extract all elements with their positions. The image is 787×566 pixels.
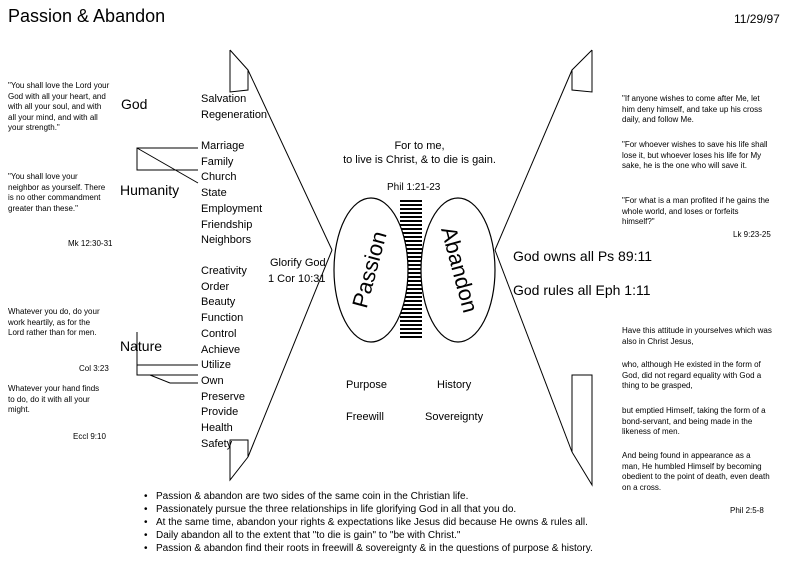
label-god: God	[121, 96, 148, 112]
god-owns-all: God owns all Ps 89:11	[513, 248, 653, 264]
list-item: Family	[201, 155, 234, 168]
nature-items-list	[201, 264, 247, 452]
page-date: 11/29/97	[734, 12, 780, 26]
list-item: Beauty	[201, 296, 236, 309]
ref-phil: Phil 2:5-8	[730, 506, 764, 515]
quote-love-lord: "You shall love the Lord your God with all your heart, and with all your soul, and with all your mind, and with all your strength."	[8, 81, 110, 132]
summary-bullets	[144, 490, 593, 555]
label-history: History	[437, 379, 472, 391]
list-item: • Daily abandon all to the extent that "to die is gain" to "be with Christ."	[144, 529, 593, 542]
quote-if-anyone: "If anyone wishes to come after Me, let him deny himself, and take up his cross daily, and follow Me.	[622, 94, 763, 124]
right-frame-top	[572, 50, 592, 92]
quote-phil-2: who, although He existed in the form of God, did not regard equality with God a thing to be grasped,	[622, 360, 762, 390]
list-item: Safety	[201, 437, 233, 450]
coin-abandon-label: Abandon	[436, 223, 484, 316]
coin-passion-label: Passion	[347, 228, 392, 311]
quote-whoever: "For whoever wishes to save his life shall lose it, but whoever loses his life for My sake, he is the one who will save it.	[622, 140, 768, 170]
quote-what-is: "For what is a man profited if he gains the whole world, and loses or forfeits himself?"	[622, 196, 770, 226]
left-frame-top	[230, 50, 248, 92]
ref-eccl: Eccl 9:10	[73, 432, 106, 441]
humanity-bracket-diagonal	[137, 148, 198, 183]
list-item: • Passion & abandon are two sides of the same coin in the Christian life.	[144, 490, 593, 503]
label-sovereignty: Sovereignty	[425, 411, 484, 423]
list-item: Control	[201, 327, 237, 340]
glorify-ref: 1 Cor 10:31	[268, 273, 326, 285]
list-item: Preserve	[201, 390, 246, 403]
glorify-god-label: Glorify God	[270, 257, 326, 269]
list-item: Provide	[201, 406, 239, 419]
list-item: • Passionately pursue the three relationships in life glorifying God in all that you do.	[144, 503, 593, 516]
ref-col: Col 3:23	[79, 364, 109, 373]
page-title: Passion & Abandon	[8, 6, 166, 26]
quote-whatever-hand: Whatever your hand finds to do, do it with all your might.	[8, 384, 100, 414]
list-item: Neighbors	[201, 234, 252, 247]
god-items-list	[201, 92, 267, 123]
list-item: Own	[201, 374, 224, 387]
quote-phil-3: but emptied Himself, taking the form of a bond-servant, and being made in the likeness of men.	[622, 406, 766, 436]
ref-lk: Lk 9:23-25	[733, 230, 771, 239]
phil-verse-line2: to live is Christ, & to die is gain.	[343, 154, 496, 166]
list-item: Friendship	[201, 218, 253, 231]
list-item: Health	[201, 422, 233, 435]
list-item: State	[201, 187, 227, 200]
god-rules-all: God rules all Eph 1:11	[513, 282, 651, 298]
nature-bracket	[137, 365, 198, 375]
label-purpose: Purpose	[346, 379, 387, 391]
right-frame-bottom	[572, 375, 592, 485]
list-item: Creativity	[201, 265, 247, 277]
list-item: Employment	[201, 202, 263, 215]
list-item: Church	[201, 171, 237, 184]
label-humanity: Humanity	[120, 182, 180, 198]
quote-love-neighbor: "You shall love your neighbor as yourself. There is no other commandment greater than these."	[8, 172, 106, 213]
quote-whatever-do: Whatever you do, do your work heartily, as for the Lord rather than for men.	[8, 307, 100, 337]
ref-mk: Mk 12:30-31	[68, 239, 113, 248]
label-freewill: Freewill	[346, 411, 384, 423]
nature-bracket-diagonal	[150, 375, 170, 383]
right-frame-bottom-diagonal	[495, 250, 572, 452]
humanity-bracket	[137, 148, 198, 170]
label-nature: Nature	[120, 338, 163, 354]
phil-ref: Phil 1:21-23	[387, 182, 441, 193]
list-item: Order	[201, 280, 230, 293]
list-item: • At the same time, abandon your rights & expectations like Jesus did because He owns & rules all.	[144, 516, 593, 529]
list-item: Marriage	[201, 140, 245, 152]
list-item: • Passion & abandon find their roots in freewill & sovereignty & in the questions of purpose & history.	[144, 542, 593, 555]
list-item: Utilize	[201, 359, 231, 372]
phil-verse-line1: For to me,	[394, 140, 445, 152]
list-item: Function	[201, 312, 244, 325]
quote-phil-1: Have this attitude in yourselves which was also in Christ Jesus,	[622, 326, 772, 346]
list-item: Regeneration	[201, 108, 268, 121]
humanity-items-list	[201, 139, 262, 249]
list-item: Achieve	[201, 343, 241, 356]
quote-phil-4: And being found in appearance as a man, He humbled Himself by becoming obedient to the point of death, even death on a cross.	[622, 451, 770, 492]
list-item: Salvation	[201, 93, 247, 105]
